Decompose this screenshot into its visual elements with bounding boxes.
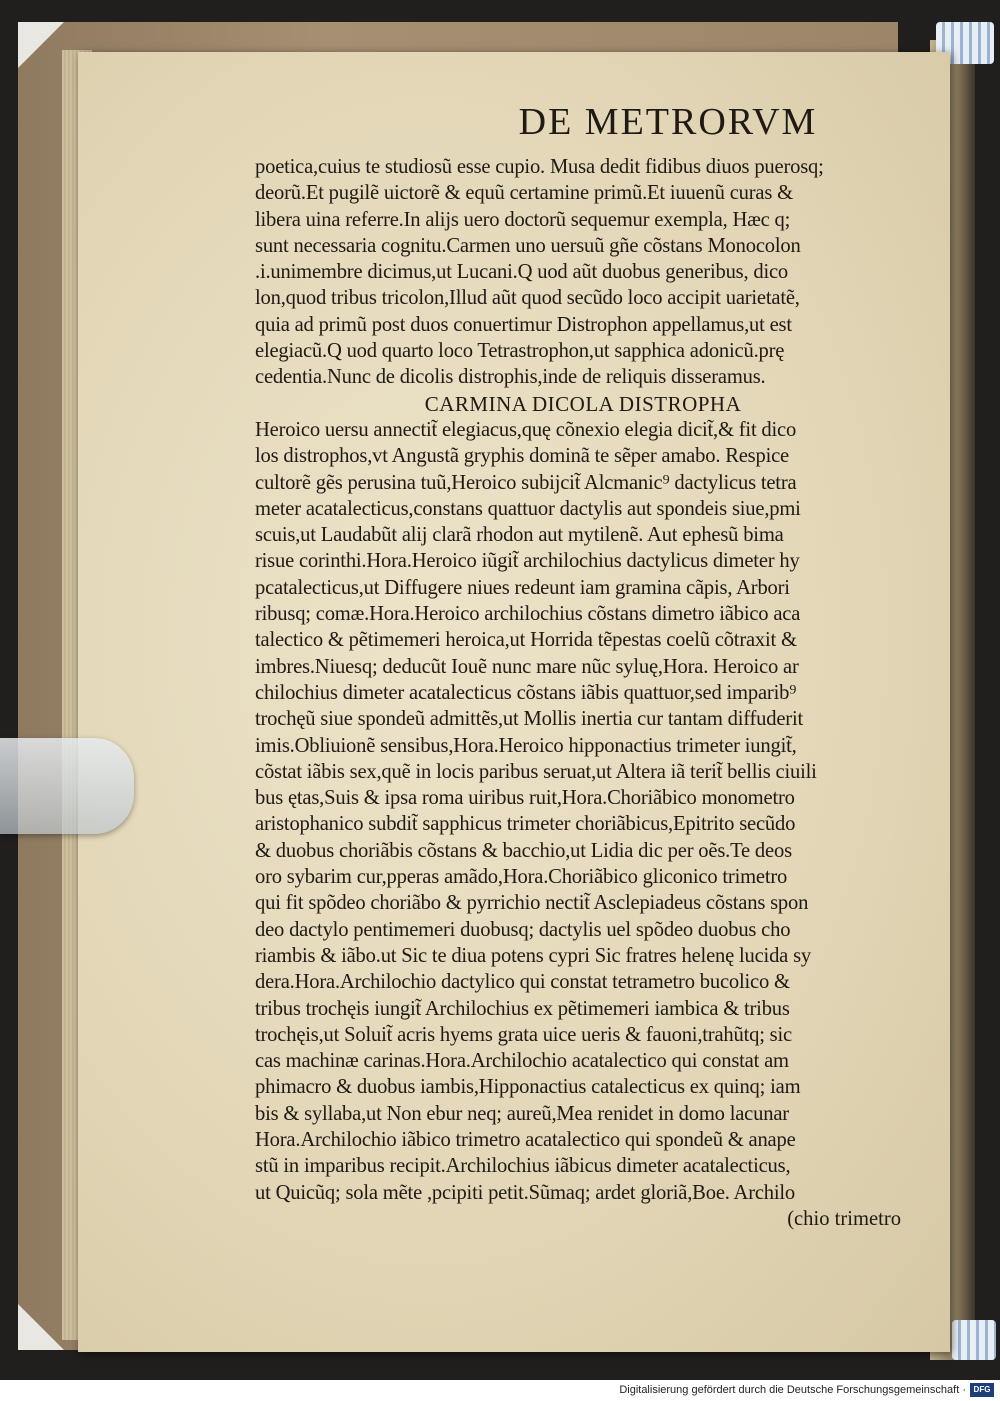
text-line: deo dactylo pentimemeri duobusq; dactylis uel spõdeo duobus cho xyxy=(255,918,791,941)
text-line: poetica,cuius te studiosũ esse cupio. Musa dedit fidibus diuos puerosq; xyxy=(255,156,824,178)
text-line: chilochius dimeter acatalecticus cõstans iãbis quattuor,sed imparib⁹ xyxy=(255,681,797,704)
text-line: Heroico uersu annectit̃ elegiacus,quę cõnexio elegia dicit̃,& fit dico xyxy=(255,418,797,441)
text-line: pcatalecticus,ut Diffugere niues redeunt iam gramina cãpis, Arbori xyxy=(255,576,790,599)
text-lines-after xyxy=(255,417,911,1206)
text-line: deorũ.Et pugilẽ uictorẽ & equũ certamine primũ.Et iuuenũ curas & xyxy=(255,182,793,205)
clamp-bottom-right xyxy=(952,1320,996,1360)
text-line: meter acatalecticus,constans quattuor dactylis aut spondeis siue,pmi xyxy=(255,497,801,520)
text-line: los distrophos,vt Angustã gryphis dominã te sẽper amabo. Respice xyxy=(255,445,790,468)
text-line: qui fit spõdeo choriãbo & pyrrichio nectit̃ Asclepiadeus cõstans spon xyxy=(255,892,809,915)
text-line: scuis,ut Laudabũt alij clarã rhodon aut mytilenẽ. Aut ephesũ bima xyxy=(255,524,784,547)
text-line: tribus trochęis iungit̃ Archilochius ex pẽtimemeri iambica & tribus xyxy=(255,997,790,1020)
text-line: phimacro & duobus iambis,Hipponactius catalecticus ex quinq; iam xyxy=(255,1076,801,1099)
text-line: stũ in imparibus recipit.Archilochius iãbicus dimeter acatalecticus, xyxy=(255,1155,791,1178)
text-line: aristophanico subdit̃ sapphicus trimeter choriãbicus,Epitrito secũdo xyxy=(255,813,796,836)
text-line: cedentia.Nunc de dicolis distrophis,inde de reliquis disseramus. xyxy=(255,366,766,389)
text-line: talectico & pẽtimemeri heroica,ut Horrida tẽpestas coelũ cõtraxit & xyxy=(255,629,797,652)
text-line: elegiacũ.Q uod quarto loco Tetrastrophon,ut sapphica adonicũ.prę xyxy=(255,340,785,363)
section-title: CARMINA DICOLA DISTROPHA xyxy=(424,391,742,416)
text-line: imis.Obliuionẽ sensibus,Hora.Heroico hipponactius trimeter iungit̃, xyxy=(255,734,797,757)
text-line: risue corinthi.Hora.Heroico iũgit̃ archilochius dactylicus dimeter hy xyxy=(255,550,800,573)
text-line: ut Quicũq; sola mẽte ,pcipiti petit.Sũmaq; ardet gloriã,Boe. Archilo xyxy=(255,1181,796,1204)
text-line: libera uina referre.In alijs uero doctorũ sequemur exempla, Hæc q; xyxy=(255,208,791,231)
text-line: trochęis,ut Soluit̃ acris hyems grata uice ueris & fauoni,trahũtq; sic xyxy=(255,1023,792,1046)
text-line: riambis & iãbo.ut Sic te diua potens cypri Sic fratres helenę lucida sy xyxy=(255,944,811,967)
text-line: Hora.Archilochio iãbico trimetro acatalectico qui spondeũ & anape xyxy=(255,1128,796,1151)
text-line: bus ętas,Suis & ipsa roma uiribus ruit,Hora.Choriãbico monometro xyxy=(255,787,795,810)
text-line: cõstat iãbis sex,quẽ in locis paribus seruat,ut Altera iã terit̃ bellis ciuili xyxy=(255,760,817,783)
text-line: imbres.Niuesq; deducũt Iouẽ nunc mare nũc syluę,Hora. Heroico ar xyxy=(255,655,799,678)
text-line: cultorẽ gẽs perusina tuũ,Heroico subijcit̃ Alcmanic⁹ dactylicus tetra xyxy=(255,471,797,494)
footer-credit: Digitalisierung gefördert durch die Deutsche Forschungsgemeinschaft · xyxy=(619,1384,966,1396)
page-heading: DE METRORVM xyxy=(518,101,818,143)
text-line: ribusq; comæ.Hora.Heroico archilochius cõstans dimetro iãbico aca xyxy=(255,603,801,626)
page-text xyxy=(255,100,911,1232)
text-line: dera.Hora.Archilochio dactylico qui constat tetrametro bucolico & xyxy=(255,971,790,994)
text-line: cas machinæ carinas.Hora.Archilochio acatalectico qui constat am xyxy=(255,1050,789,1073)
text-line: quia ad primũ post duos conuertimur Distrophon appellamus,ut est xyxy=(255,313,792,336)
text-line: lon,quod tribus tricolon,Illud aũt quod secũdo loco accipit uarietatẽ, xyxy=(255,287,800,310)
text-lines-before xyxy=(255,154,911,391)
glass-weight xyxy=(0,738,134,834)
text-line: bis & syllaba,ut Non ebur neq; aureũ,Mea renidet in domo lacunar xyxy=(255,1102,789,1125)
text-line: sunt necessaria cognitu.Carmen uno uersuũ gñe cõstans Monocolon xyxy=(255,234,801,257)
text-line: oro sybarim cur,pperas amãdo,Hora.Choriãbico gliconico trimetro xyxy=(255,866,788,889)
catchword: (chio trimetro xyxy=(787,1207,901,1230)
text-line: trochęũ siue spondeũ admittẽs,ut Mollis inertia cur tantam diffuderit xyxy=(255,708,804,731)
text-line: .i.unimembre dicimus,ut Lucani.Q uod aũt duobus generibus, dico xyxy=(255,261,789,284)
dfg-logo: DFG xyxy=(970,1383,994,1397)
text-line: & duobus choriãbis cõstans & bacchio,ut Lidia dic per oẽs.Te deos xyxy=(255,839,792,862)
